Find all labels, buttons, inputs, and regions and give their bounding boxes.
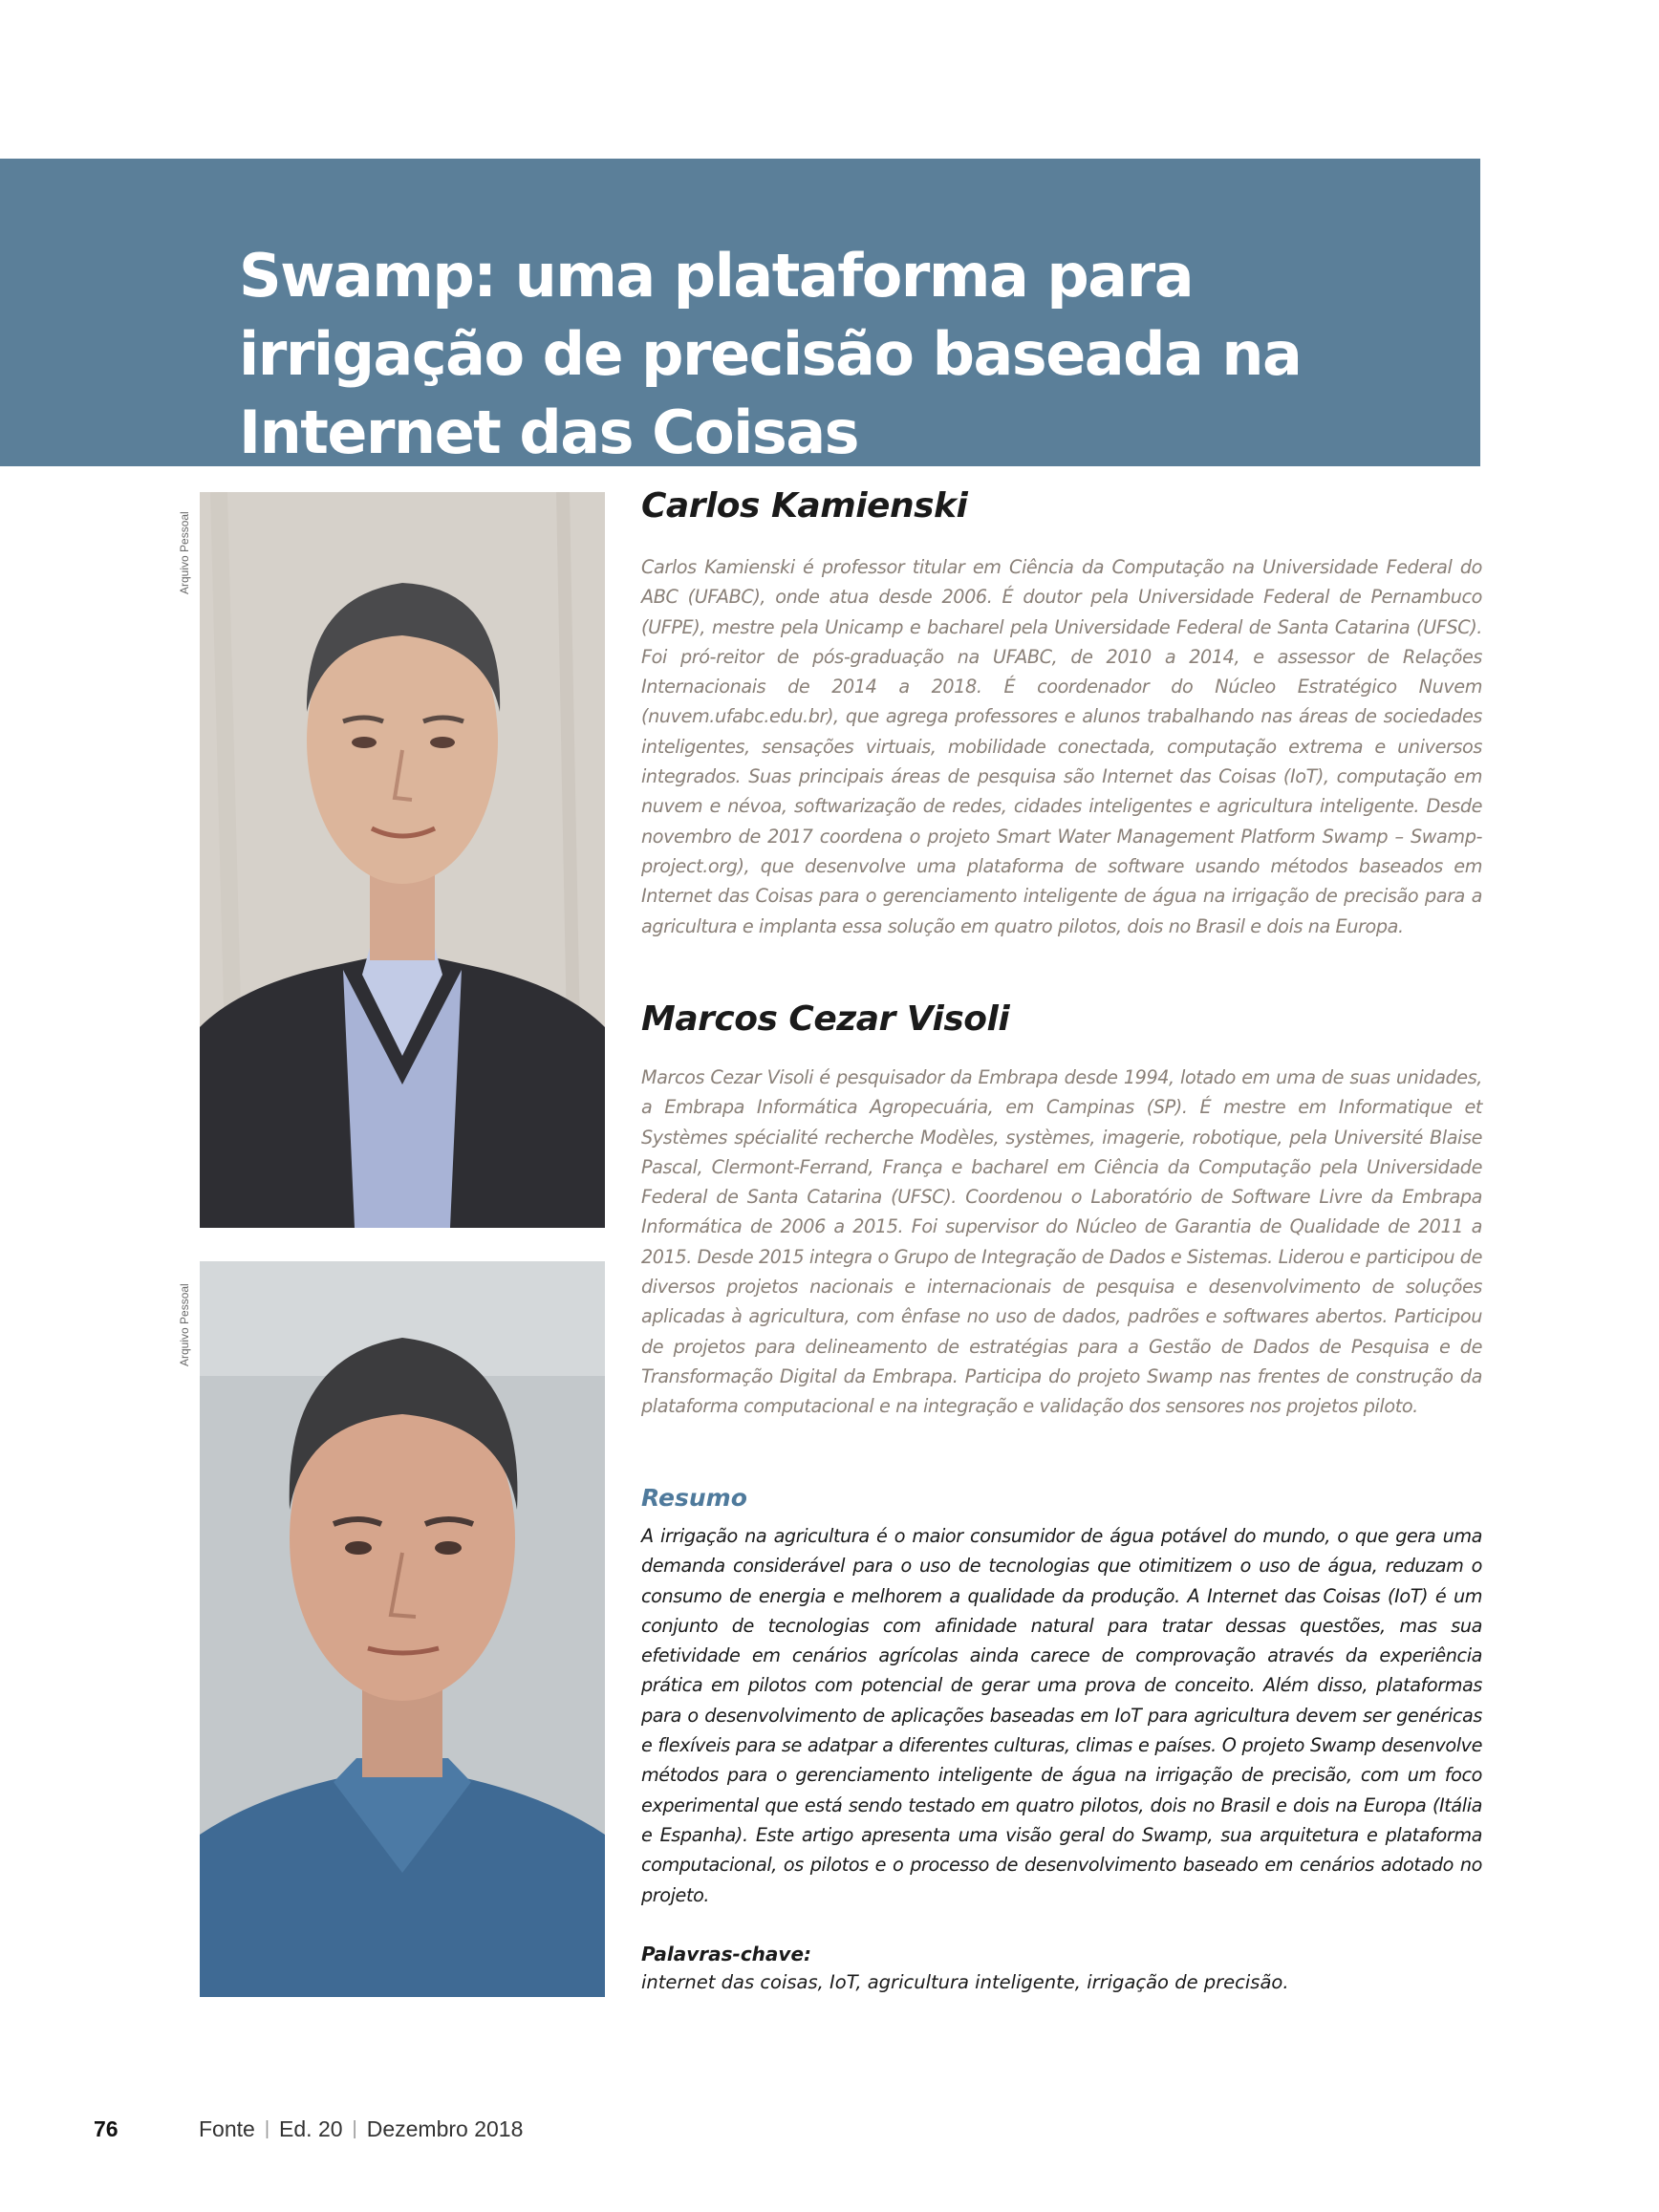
- page-footer: [94, 2115, 523, 2143]
- author-photo-marcos: [200, 1261, 605, 1997]
- keywords-heading: Palavras-chave:: [641, 1943, 812, 1965]
- portrait-illustration: [200, 1261, 605, 1997]
- photo-credit: Arquivo Pessoal: [178, 511, 191, 594]
- publication-name: Fonte: [199, 2115, 255, 2141]
- title-banner: [0, 159, 1480, 466]
- portrait-illustration: [200, 492, 605, 1228]
- abstract-text: A irrigação na agricultura é o maior consumidor de água potável do mundo, o que gera uma demanda considerável para o uso de tecnologias que otimitizem o uso de água, reduzam o consumo de energia e melhorem a qualidade da produção. A Internet das Coisas (IoT) é um conjunto de tecnologias com afinidade natural para tratar dessas questões, mas sua efetividade em cenários agrícolas ainda carece de comprovação através da experiência prática em pilotos com potencial de gerar uma prova de conceito. Além disso, plataformas para o desenvolvimento de aplicações baseadas em IoT para agricultura devem ser genéricas e flexíveis para se adatpar a diferentes culturas, climas e países. O projeto Swamp desenvolve métodos para o gerenciamento inteligente de água na irrigação de precisão, com um foco experimental que está sendo testado em quatro pilotos, dois no Brasil e dois na Europa (Itália e Espanha). Este artigo apresenta uma visão geral do Swamp, sua arquitetura e plataforma computacional, os pilotos e o processo de desenvolvimento baseado em cenários adotado no projeto.: [641, 1525, 1482, 1906]
- page-number: 76: [94, 2115, 118, 2141]
- keywords-text: internet das coisas, IoT, agricultura inteligente, irrigação de precisão.: [641, 1971, 1289, 1993]
- author-bio: Marcos Cezar Visoli é pesquisador da Embrapa desde 1994, lotado em uma de suas unidades, a Embrapa Informática Agropecuária, em Campinas (SP). É mestre em Informatique et Systèmes spécialité recherche Modèles, systèmes, imagerie, robotique, pela Université Blaise Pascal, Clermont-Ferrand, França e bacharel em Ciência da Computação pela Universidade Federal de Santa Catarina (UFSC). Coordenou o Laboratório de Software Livre da Embrapa Informática de 2006 a 2015. Foi supervisor do Núcleo de Garantia de Qualidade de 2011 a 2015. Desde 2015 integra o Grupo de Integração de Dados e Sistemas. Liderou e participou de diversos projetos nacionais e internacionais de pesquisa e desenvolvimento de soluções aplicadas à agricultura, com ênfase no uso de dados, padrões e softwares abertos. Participou de projetos para delineamento de estratégias para a Gestão de Dados de Pesquisa e de Transformação Digital da Embrapa. Participa do projeto Swamp nas frentes de construção da plataforma computacional e na integração e validação dos sensores nos projetos piloto.: [641, 1066, 1482, 1418]
- author-bio: Carlos Kamienski é professor titular em Ciência da Computação na Universidade Federal do ABC (UFABC), onde atua desde 2006. É doutor pela Universidade Federal de Pernambuco (UFPE), mestre pela Unicamp e bacharel pela Universidade Federal de Santa Catarina (UFSC). Foi pró-reitor de pós-graduação na UFABC, de 2010 a 2014, e assessor de Relações Internacionais de 2014 a 2018. É coordenador do Núcleo Estratégico Nuvem (nuvem.ufabc.edu.br), que agrega professores e alunos trabalhando nas áreas de sociedades inteligentes, sensações virtuais, mobilidade conectada, computação extrema e universos integrados. Suas principais áreas de pesquisa são Internet das Coisas (IoT), computação em nuvem e névoa, softwarização de redes, cidades inteligentes e agricultura inteligente. Desde novembro de 2017 coordena o projeto Smart Water Management Platform Swamp – Swamp-project.org), que desenvolve uma plataforma de software usando métodos baseados em Internet das Coisas para o gerenciamento inteligente de água na irrigação de precisão para a agricultura e implanta essa solução em quatro pilotos, dois no Brasil e dois na Europa.: [641, 556, 1482, 937]
- author-name: Marcos Cezar Visoli: [641, 999, 1010, 1039]
- footer-separator: |: [352, 2117, 357, 2139]
- footer-separator: |: [264, 2117, 270, 2139]
- abstract-heading: Resumo: [641, 1484, 747, 1512]
- author-photo-carlos: [200, 492, 605, 1228]
- issue-date: Dezembro 2018: [366, 2115, 524, 2141]
- article-title: Swamp: uma plataforma para irrigação de precisão baseada na Internet das Coisas: [239, 241, 1302, 467]
- photo-credit: Arquivo Pessoal: [178, 1283, 191, 1366]
- edition: Ed. 20: [279, 2115, 343, 2141]
- author-name: Carlos Kamienski: [641, 486, 968, 526]
